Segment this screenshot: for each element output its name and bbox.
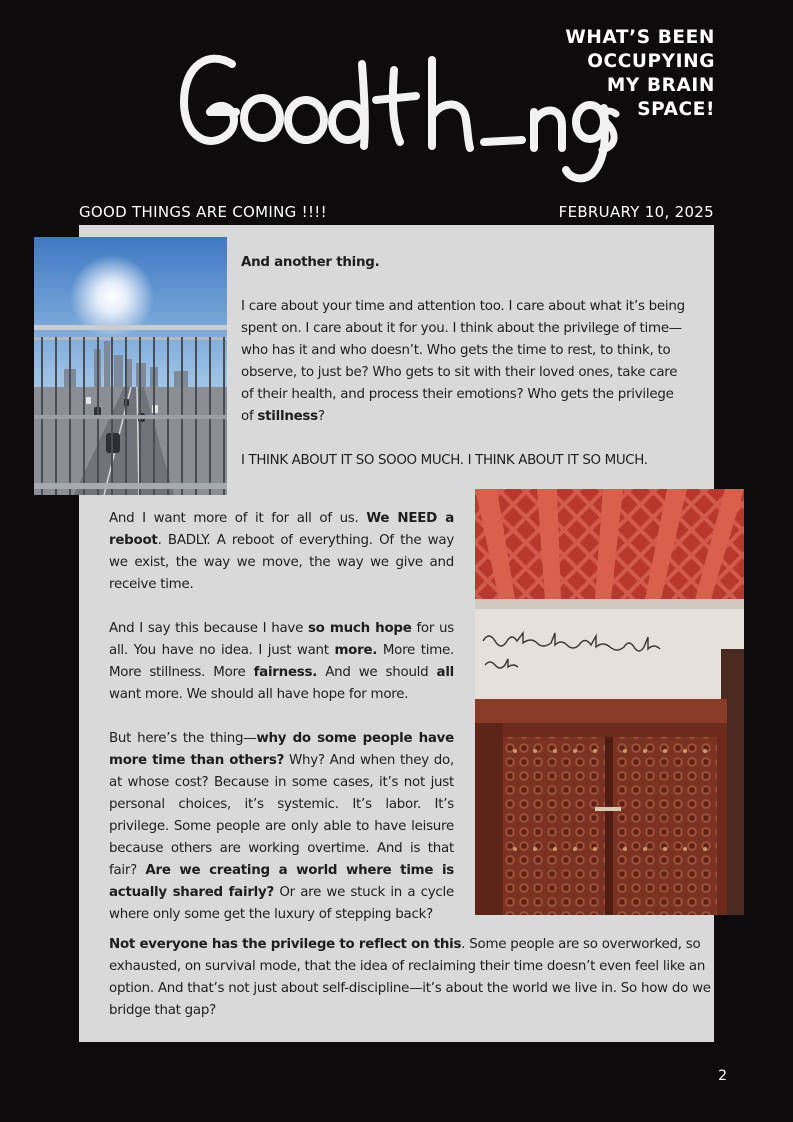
paragraph-text: But here’s the thing— [109, 731, 257, 746]
paragraph-text: . BADLY. A reboot of everything. Of the way we exist, the way we move, the way we give and receive time. [109, 533, 454, 592]
caps-paragraph: I THINK ABOUT IT SO SOOO MUCH. I THINK ABOUT IT SO MUCH. [241, 453, 648, 468]
closing-text-block [109, 934, 717, 1022]
emphasis-text: more. [334, 643, 378, 658]
city-highway-photo [34, 237, 227, 495]
emphasis-text: so much hope [307, 621, 412, 636]
paragraph-text: for us all. You have no idea. I just want [109, 621, 454, 658]
paragraph [109, 618, 454, 706]
paragraph-text: And I say this because I have [109, 621, 308, 636]
emphasis-text: Not everyone has the privilege to reflect on this [109, 937, 462, 952]
paragraph [109, 934, 717, 1022]
emphasis-text: fairness. [253, 665, 318, 680]
paragraph-text: Or are we stuck in a cycle where only some get the luxury of stepping back? [109, 885, 454, 922]
carved-wooden-door-photo [475, 489, 744, 915]
paragraph-text: want more. We should all have hope for more. [109, 687, 409, 702]
paragraph-text: . Some people are so overworked, so exhausted, on survival mode, that the idea of reclaiming their time doesn’t even feel like an option. And that’s not just about self-discipline—it’s about the world we live in. So how do we bridge that gap? [109, 937, 711, 1018]
paragraph-text: Why? And when they do, at whose cost? Because in some cases, it’s not just personal choices, it’s systemic. It’s labor. It’s privilege. Some people are only able to have leisure because others are working overtime. And is that fair? [109, 753, 454, 878]
paragraph-text: ? [317, 409, 325, 424]
header-date: FEBRUARY 10, 2025 [558, 203, 714, 221]
tagline-line: MY BRAIN [606, 75, 715, 96]
header-subtitle: GOOD THINGS ARE COMING !!!! [79, 203, 327, 221]
paragraph-text: More time. More stillness. More [109, 643, 454, 680]
paragraph [241, 296, 685, 428]
paragraph [109, 508, 454, 596]
emphasis-text: all [436, 665, 454, 680]
section-heading: And another thing. [241, 255, 380, 270]
header-tagline [515, 26, 715, 122]
paragraph-text: I care about your time and attention too. I care about what it’s being spent on. I care about it for you. I think about the privilege of time—who has it and who doesn’t. Who gets the time to rest, to think, to observe, to just be? Who gets to sit with their loved ones, take care of their health, and process their emotions? Who gets the privilege of [241, 299, 685, 424]
paragraph-text: And we should [317, 665, 437, 680]
intro-text-block [241, 252, 685, 472]
middle-text-block [109, 508, 454, 926]
emphasis-text: stillness [257, 409, 318, 424]
tagline-line: WHAT’S BEEN [565, 27, 715, 48]
tagline-line: SPACE! [637, 99, 715, 120]
paragraph [109, 728, 454, 926]
emphasis-text: why do some people have more time than others? [109, 731, 454, 768]
page-number: 2 [718, 1068, 727, 1084]
emphasis-text: Are we creating a world where time is actually shared fairly? [109, 863, 455, 900]
paragraph-text: And I want more of it for all of us. [109, 511, 367, 526]
tagline-line: OCCUPYING [587, 51, 715, 72]
emphasis-text: We NEED a reboot [109, 511, 454, 548]
